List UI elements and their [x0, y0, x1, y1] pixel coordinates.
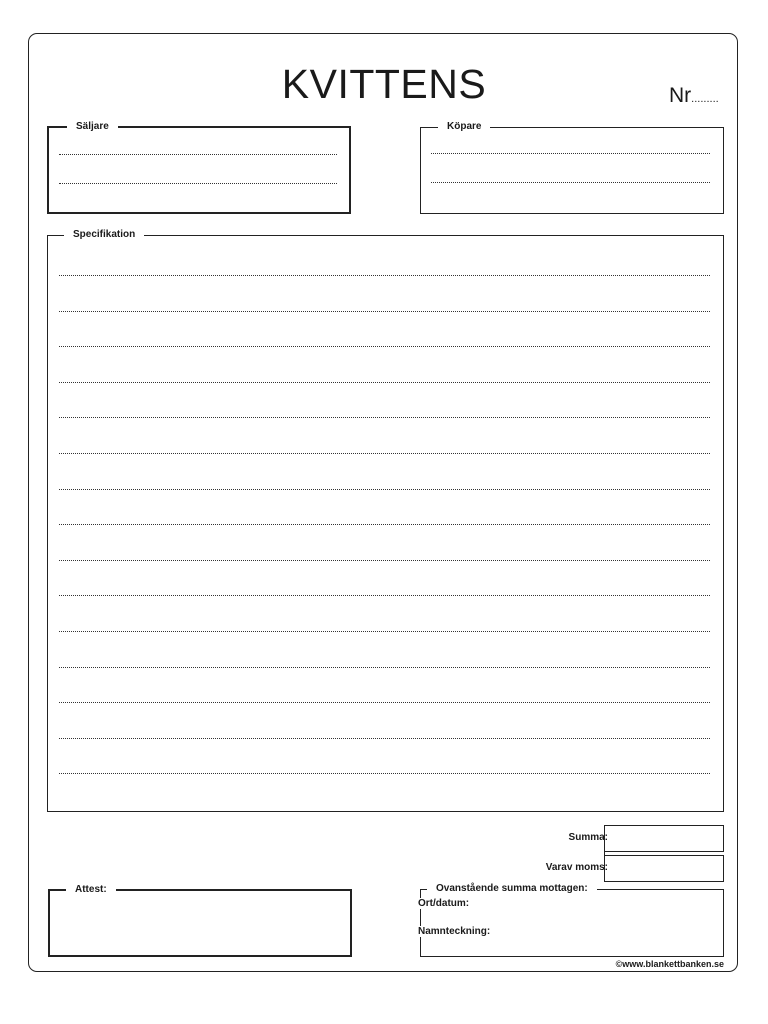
- buyer-box: [420, 121, 724, 214]
- page-title: KVITTENS: [281, 61, 487, 107]
- specification-line[interactable]: [59, 524, 710, 525]
- moms-label: Varav moms:: [545, 862, 608, 873]
- specification-line[interactable]: [59, 311, 710, 312]
- specification-line[interactable]: [59, 560, 710, 561]
- moms-field[interactable]: [604, 855, 724, 882]
- buyer-line-1[interactable]: [431, 153, 710, 154]
- seller-label: Säljare: [67, 120, 118, 134]
- seller-line-2[interactable]: [59, 183, 337, 184]
- seller-box: [47, 121, 351, 214]
- received-label: Ovanstående summa mottagen:: [427, 882, 597, 896]
- specification-line[interactable]: [59, 453, 710, 454]
- place-date-field[interactable]: [473, 898, 718, 912]
- specification-line[interactable]: [59, 738, 710, 739]
- specification-line[interactable]: [59, 417, 710, 418]
- attest-box[interactable]: [48, 884, 352, 957]
- specification-line[interactable]: [59, 489, 710, 490]
- attest-label: Attest:: [66, 883, 116, 897]
- specification-line[interactable]: [59, 595, 710, 596]
- specification-line[interactable]: [59, 773, 710, 774]
- buyer-label: Köpare: [438, 120, 490, 134]
- seller-line-1[interactable]: [59, 154, 337, 155]
- place-date-label: Ort/datum:: [418, 898, 470, 909]
- signature-tick: [420, 940, 421, 954]
- summa-field[interactable]: [604, 825, 724, 852]
- specification-line[interactable]: [59, 631, 710, 632]
- specification-line[interactable]: [59, 275, 710, 276]
- specification-line[interactable]: [59, 667, 710, 668]
- buyer-line-2[interactable]: [431, 182, 710, 183]
- specification-line[interactable]: [59, 702, 710, 703]
- specification-box: [47, 229, 724, 812]
- summa-label: Summa:: [568, 832, 608, 843]
- signature-field[interactable]: [495, 926, 718, 940]
- copyright-footer: ©www.blankettbanken.se: [615, 959, 724, 969]
- specification-label: Specifikation: [64, 228, 144, 242]
- specification-line[interactable]: [59, 346, 710, 347]
- place-date-tick: [420, 912, 421, 922]
- signature-label: Namnteckning:: [418, 926, 491, 937]
- receipt-number-label: Nr: [669, 84, 692, 107]
- receipt-number[interactable]: [669, 84, 719, 108]
- receipt-number-field[interactable]: .........: [691, 93, 719, 105]
- specification-line[interactable]: [59, 382, 710, 383]
